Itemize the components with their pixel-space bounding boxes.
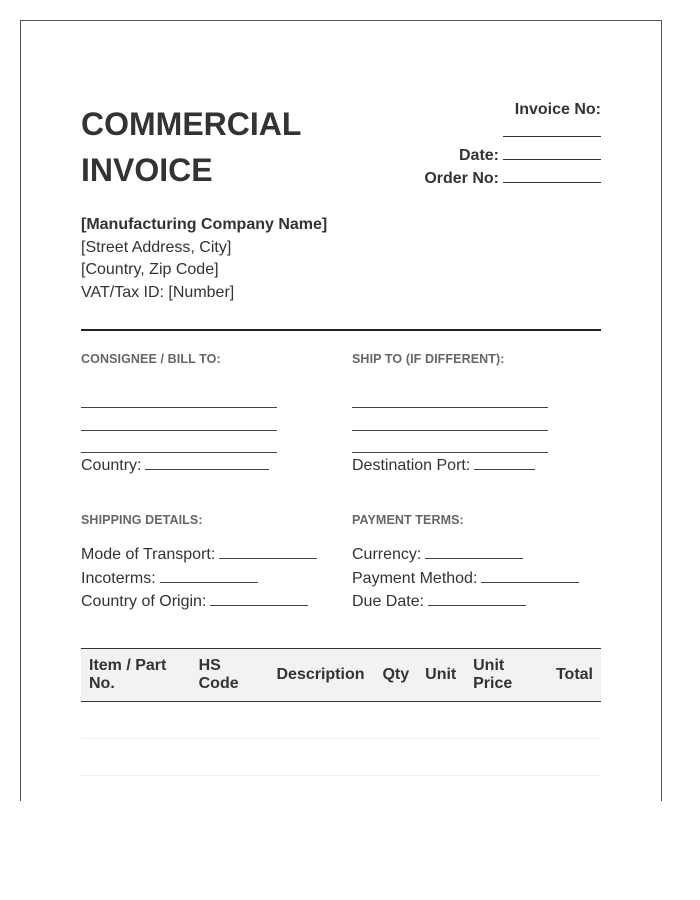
- invoice-no-field[interactable]: [424, 121, 601, 144]
- date-blank[interactable]: [503, 144, 601, 160]
- invoice-meta: [424, 99, 601, 190]
- company-country-zip: [Country, Zip Code]: [81, 261, 219, 279]
- currency-label: Currency:: [352, 546, 422, 563]
- consignee-line-2[interactable]: [81, 430, 277, 431]
- title-line-2: INVOICE: [81, 152, 213, 188]
- origin-field: [81, 590, 317, 614]
- incoterms-blank[interactable]: [160, 567, 258, 583]
- currency-field: [352, 543, 579, 567]
- incoterms-label: Incoterms:: [81, 569, 156, 587]
- col-hs-line-2: Code: [198, 675, 239, 692]
- items-table: [81, 648, 601, 776]
- shipping-heading: SHIPPING DETAILS:: [81, 513, 203, 527]
- table-row[interactable]: [81, 702, 601, 739]
- destination-port-blank[interactable]: [474, 454, 535, 470]
- payment-section: [352, 513, 579, 614]
- ship-to-heading: SHIP TO (IF DIFFERENT):: [352, 352, 505, 366]
- company-vat: VAT/Tax ID: [Number]: [81, 283, 235, 301]
- order-no-blank[interactable]: [503, 167, 601, 183]
- order-no-row: [424, 167, 601, 190]
- destination-port-label: Destination Port:: [352, 457, 471, 474]
- col-unit: Unit: [425, 666, 457, 683]
- incoterms-field: [81, 567, 317, 591]
- transport-label: Mode of Transport:: [81, 546, 216, 563]
- due-date-blank[interactable]: [428, 590, 526, 606]
- consignee-country-blank[interactable]: [145, 454, 269, 470]
- invoice-no-blank[interactable]: [503, 121, 601, 137]
- col-item-line-1: Item / Part: [89, 657, 167, 674]
- ship-to-line-3[interactable]: [352, 452, 548, 453]
- invoice-sheet: [20, 20, 662, 801]
- shipping-section: [81, 513, 317, 614]
- company-street: [Street Address, City]: [81, 238, 232, 256]
- company-name: [Manufacturing Company Name]: [81, 216, 328, 233]
- consignee-line-1[interactable]: [81, 407, 277, 408]
- date-row: [424, 144, 601, 167]
- consignee-heading: CONSIGNEE / BILL TO:: [81, 352, 221, 366]
- date-label: Date:: [458, 147, 499, 164]
- col-total: Total: [555, 666, 593, 683]
- company-block: [81, 214, 327, 304]
- col-item-part-no: [81, 649, 191, 702]
- title-line-1: COMMERCIAL: [81, 106, 302, 142]
- due-date-field: [352, 590, 579, 614]
- payment-heading: PAYMENT TERMS:: [352, 513, 464, 527]
- col-unit-price: [465, 649, 537, 702]
- invoice-no-label: Invoice No:: [514, 101, 601, 118]
- col-qty: Qty: [382, 666, 410, 683]
- consignee-country-field: [81, 454, 277, 478]
- transport-field: [81, 543, 317, 567]
- consignee-section: [81, 352, 277, 478]
- destination-port-field: [352, 454, 548, 478]
- transport-blank[interactable]: [219, 543, 317, 559]
- col-hs-line-1: HS: [198, 657, 221, 674]
- col-hs-code: [191, 649, 269, 702]
- payment-method-field: [352, 567, 579, 591]
- col-description: Description: [276, 666, 365, 683]
- col-item-line-2: No.: [89, 675, 115, 692]
- ship-to-section: [352, 352, 548, 478]
- col-unit-price-line-1: Unit: [473, 657, 505, 674]
- page-title: [81, 101, 301, 193]
- header-divider: [81, 329, 601, 331]
- order-no-label: Order No:: [424, 170, 499, 187]
- origin-blank[interactable]: [210, 590, 308, 606]
- col-unit-price-line-2: Price: [473, 675, 513, 692]
- items-header-row: [81, 649, 601, 702]
- origin-label: Country of Origin:: [81, 593, 207, 611]
- currency-blank[interactable]: [425, 543, 523, 559]
- ship-to-line-1[interactable]: [352, 407, 548, 408]
- ship-to-line-2[interactable]: [352, 430, 548, 431]
- table-row[interactable]: [81, 739, 601, 776]
- due-date-label: Due Date:: [352, 593, 425, 611]
- consignee-country-label: Country:: [81, 457, 142, 474]
- payment-method-blank[interactable]: [481, 567, 579, 583]
- consignee-line-3[interactable]: [81, 452, 277, 453]
- payment-method-label: Payment Method:: [352, 569, 478, 587]
